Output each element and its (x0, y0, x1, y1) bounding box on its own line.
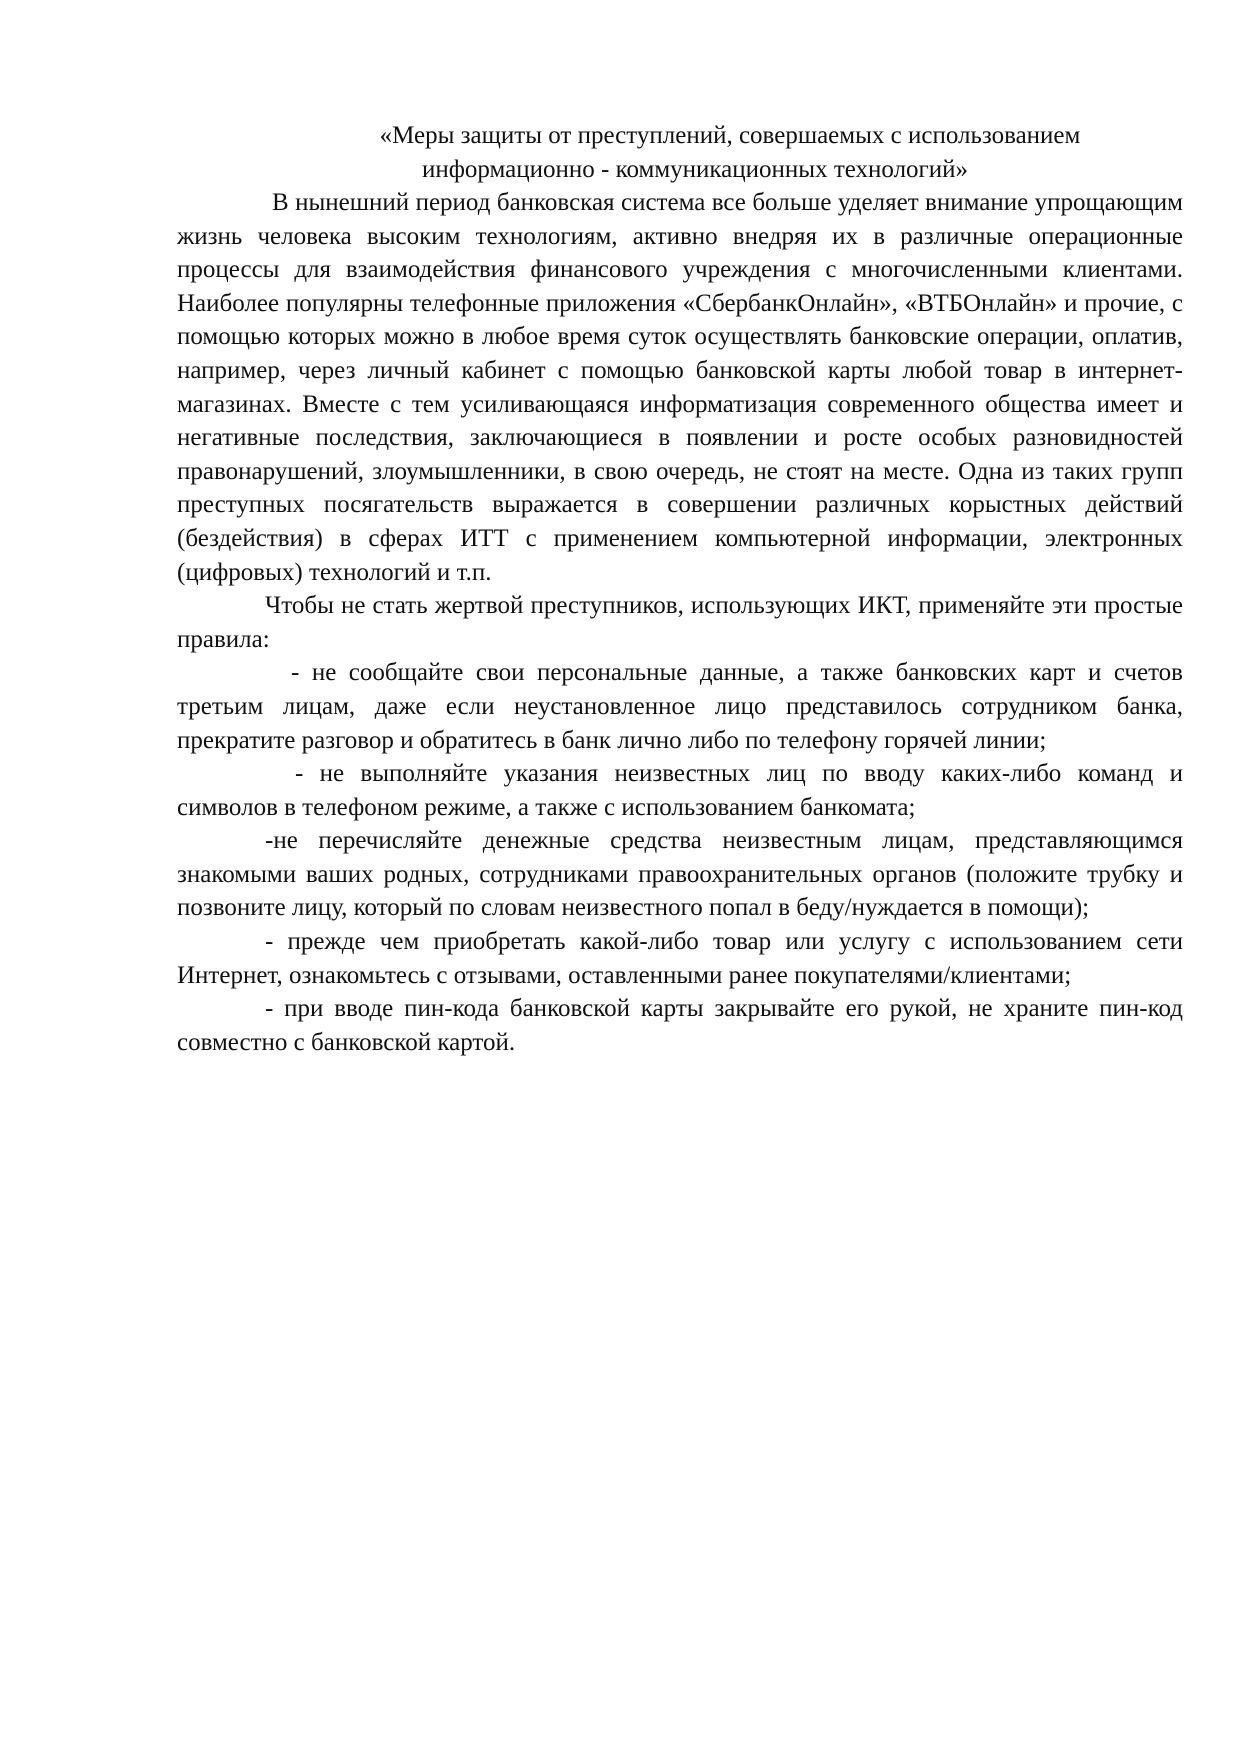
rules-intro-paragraph: Чтобы не стать жертвой преступников, использующих ИКТ, применяйте эти простые правила: (177, 592, 1183, 653)
rule-commands: - не выполняйте указания неизвестных лиц по вводу каких-либо команд и символов в телефоном режиме, а также с использованием банкомата; (177, 760, 1183, 821)
title-line-2: информационно - коммуникационных технологий» (421, 155, 969, 183)
document-title (175, 119, 1185, 186)
rule-online-purchase: - прежде чем приобретать какой-либо товар или услугу с использованием сети Интернет, ознакомьтесь с отзывами, оставленными ранее покупателями/клиентами; (177, 928, 1183, 989)
title-line-1: «Меры защиты от преступлений, совершаемых с использованием (379, 122, 1081, 149)
document-body (177, 186, 1183, 1059)
rule-money-transfer: -не перечисляйте денежные средства неизвестным лицам, представляющимся знакомыми ваших родных, сотрудниками правоохранительных органов (положите трубку и позвоните лицу, который по словам неизвестного попал в беду/нуждается в помощи); (177, 827, 1183, 922)
rule-personal-data: - не сообщайте свои персональные данные, а также банковских карт и счетов третьим лицам, даже если неустановленное лицо представилось сотрудником банка, прекратите разговор и обратитесь в банк лично либо по телефону горячей линии; (177, 659, 1183, 754)
intro-paragraph: В нынешний период банковская система все больше уделяет внимание упрощающим жизнь человека высоким технологиям, активно внедряя их в различные операционные процессы для взаимодействия финансового учреждения с многочисленными клиентами. Наиболее популярны телефонные приложения «СбербанкОнлайн», «ВТБОнлайн» и прочие, с помощью которых можно в любое время суток осуществлять банковские операции, оплатив, например, через личный кабинет с помощью банковской карты любой товар в интернет-магазинах. Вместе с тем усиливающаяся информатизация современного общества имеет и негативные последствия, заключающиеся в появлении и росте особых разновидностей правонарушений, злоумышленники, в свою очередь, не стоят на месте. Одна из таких групп преступных посягательств выражается в совершении различных корыстных действий (бездействия) в сферах ИТТ с применением компьютерной информации, электронных (цифровых) технологий и т.п. (177, 189, 1183, 586)
rule-pin-code: - при вводе пин-кода банковской карты закрывайте его рукой, не храните пин-код совместно с банковской картой. (177, 995, 1183, 1056)
